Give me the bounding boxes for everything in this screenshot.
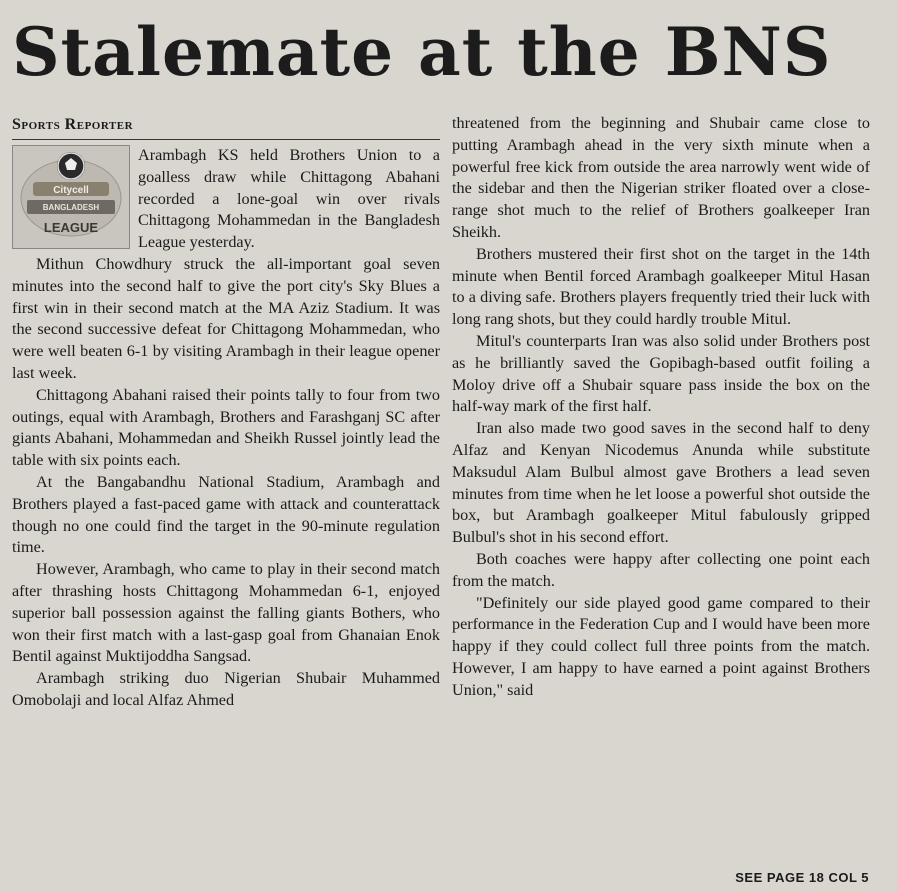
paragraph-6: Arambagh striking duo Nigerian Shubair Muhammed Omobolaji and local Alfaz Ahmed — [12, 669, 440, 709]
paragraph-5: However, Arambagh, who came to play in their second match after thrashing hosts Chittagong Mohammedan 6-1, enjoyed superior ball possession against the falling giants Bothers, who won their first match with a last-gasp goal from Ghanaian Enok Bentil against Muktijoddha Sangsad. — [12, 560, 440, 666]
byline: Sports Reporter — [12, 115, 440, 140]
continued-jump-line: SEE PAGE 18 COL 5 — [735, 870, 869, 885]
paragraph-1 — [12, 145, 440, 254]
paragraph-1-text: Arambagh KS held Brothers Union to a goalless draw while Chittagong Abahani recorded a lone-goal win over rivals Chittagong Mohammedan in the Bangladesh League yesterday. — [138, 146, 440, 252]
paragraph-8: Brothers mustered their first shot on the target in the 14th minute when Bentil forced Arambagh goalkeeper Mitul Hasan to a diving safe. Brothers players frequently tried their luck with long rang shots, but they could hardly trouble Mitul. — [452, 244, 870, 329]
svg-text:LEAGUE: LEAGUE — [43, 220, 99, 235]
column-2 — [452, 113, 870, 702]
paragraph-7: threatened from the beginning and Shubair came close to putting Arambagh ahead in the very sixth minute when a powerful free kick from outside the area narrowly went wide of the sidebar and then the Nigerian striker floated over a close-range shot much to the relief of Brothers goalkeeper Iran Sheikh. — [452, 114, 870, 241]
paragraph-3: Chittagong Abahani raised their points tally to four from two outings, equal with Arambagh, Brothers and Farashganj SC after giants Abahani, Mohammedan and Sheikh Russel jointly lead the table with six points each. — [12, 385, 440, 470]
league-logo-graphic — [13, 146, 129, 248]
headline: Stalemate at the BNS — [12, 13, 832, 91]
paragraph-10: Iran also made two good saves in the second half to deny Alfaz and Kenyan Nicodemus Anunda while substitute Maksudul Alam Bulbul almost gave Brothers a lead seven minutes from time when he let loose a powerful shot outside the box, but Arambagh goalkeeper Mitul fabulously gripped Bulbul's shot in his second effort. — [452, 419, 870, 547]
league-logo — [12, 145, 130, 249]
svg-text:Citycell: Citycell — [53, 185, 89, 196]
paragraph-4: At the Bangabandhu National Stadium, Arambagh and Brothers played a fast-paced game with attack and counterattack though no one could find the target in the 90-minute regulation time. — [12, 472, 440, 557]
paragraph-11: Both coaches were happy after collecting one point each from the match. — [452, 549, 870, 590]
column-1 — [12, 113, 440, 712]
paragraph-9: Mitul's counterparts Iran was also solid under Brothers post as he brilliantly saved the Gopibagh-based outfit foiling a Moloy drive off a Shubair square pass inside the box on the half-way mark of the first half. — [452, 331, 870, 416]
svg-text:BANGLADESH: BANGLADESH — [42, 203, 100, 212]
paragraph-2: Mithun Chowdhury struck the all-important goal seven minutes into the second half to give the port city's Sky Blues a first win in their second match at the MA Aziz Stadium. It was the second successive defeat for Chittagong Mohammedan, who were well beaten 6-1 by visiting Arambagh in their league opener last week. — [12, 254, 440, 382]
paragraph-12: "Definitely our side played good game compared to their performance in the Federation Cup and I would have been more happy if they could collect full three points from the match. However, I am happy to have earned a point against Brothers Union," said — [452, 593, 870, 699]
